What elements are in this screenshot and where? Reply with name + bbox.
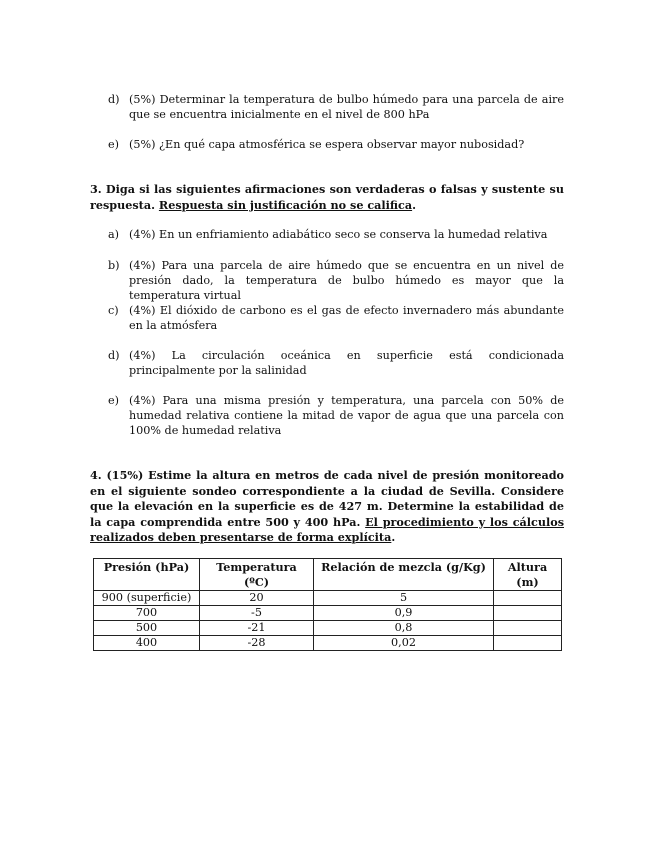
list-item-3e: [108, 393, 564, 438]
table-row: [94, 606, 562, 621]
cell-mixing-ratio: 0,02: [314, 636, 494, 651]
table-row: [94, 621, 562, 636]
cell-height[interactable]: [494, 636, 562, 651]
table-row: [94, 591, 562, 606]
item-text: (4%) La circulación oceánica en superficie está condicionada principalmente por la salinidad: [129, 349, 564, 377]
cell-mixing-ratio: 5: [314, 591, 494, 606]
cell-mixing-ratio: 0,8: [314, 621, 494, 636]
item-label: c): [108, 304, 119, 317]
cell-temperature: -5: [200, 606, 314, 621]
cell-pressure: 500: [94, 621, 200, 636]
question-4-note: El procedimiento y los cálculos realizados deben presentarse de forma explícita: [90, 514, 564, 544]
cell-height[interactable]: [494, 621, 562, 636]
item-text: (5%) Determinar la temperatura de bulbo húmedo para una parcela de aire que se encuentra inicialmente en el nivel de 800 hPa: [129, 93, 564, 121]
cell-pressure: 900 (superficie): [94, 591, 200, 606]
table-header-row: [94, 559, 562, 591]
question-3: [90, 182, 564, 213]
question-4: [90, 468, 564, 546]
header-height: Altura (m): [494, 559, 562, 591]
cell-pressure: 700: [94, 606, 200, 621]
list-item-1d: [108, 92, 564, 122]
header-mixing-ratio: Relación de mezcla (g/Kg): [314, 559, 494, 591]
sounding-table: [93, 558, 562, 651]
cell-temperature: -28: [200, 636, 314, 651]
cell-temperature: 20: [200, 591, 314, 606]
item-label: a): [108, 228, 120, 241]
list-item-3d: [108, 348, 564, 378]
item-text: (4%) En un enfriamiento adiabático seco se conserva la humedad relativa: [129, 228, 548, 241]
item-label: d): [108, 93, 120, 106]
item-label: e): [108, 138, 119, 151]
item-text: (4%) El dióxido de carbono es el gas de efecto invernadero más abundante en la atmósfera: [129, 304, 564, 332]
question-3-end: .: [412, 197, 416, 212]
question-3-text: 3. Diga si las siguientes afirmaciones son verdaderas o falsas y sustente su respuesta.: [90, 182, 564, 212]
item-label: b): [108, 259, 120, 272]
list-item-3a: [108, 227, 564, 242]
item-label: e): [108, 394, 119, 407]
cell-temperature: -21: [200, 621, 314, 636]
header-temperature: Temperatura (ºC): [200, 559, 314, 591]
list-item-3c: [108, 303, 564, 333]
list-item-3b: [108, 258, 564, 303]
cell-height[interactable]: [494, 591, 562, 606]
question-3-note: Respuesta sin justificación no se califica: [158, 197, 413, 212]
item-text: (5%) ¿En qué capa atmosférica se espera observar mayor nubosidad?: [129, 138, 525, 151]
cell-mixing-ratio: 0,9: [314, 606, 494, 621]
item-text: (4%) Para una parcela de aire húmedo que se encuentra en un nivel de presión dado, la temperatura de bulbo húmedo es mayor que la temperatura virtual: [129, 259, 564, 302]
cell-pressure: 400: [94, 636, 200, 651]
item-label: d): [108, 349, 120, 362]
list-item-1e: [108, 137, 564, 152]
table-row: [94, 636, 562, 651]
header-pressure: Presión (hPa): [94, 559, 200, 591]
question-4-text: 4. (15%) Estime la altura en metros de cada nivel de presión monitoreado en el siguiente sondeo correspondiente a la ciudad de Sevilla. Considere que la elevación en la superficie es de 427 m. Determine la estabilidad de la capa comprendida entre 500 y 400 hPa.: [90, 468, 564, 529]
item-text: (4%) Para una misma presión y temperatura, una parcela con 50% de humedad relativa contiene la mitad de vapor de agua que una parcela con 100% de humedad relativa: [129, 394, 564, 437]
cell-height[interactable]: [494, 606, 562, 621]
question-4-end: .: [391, 530, 396, 544]
